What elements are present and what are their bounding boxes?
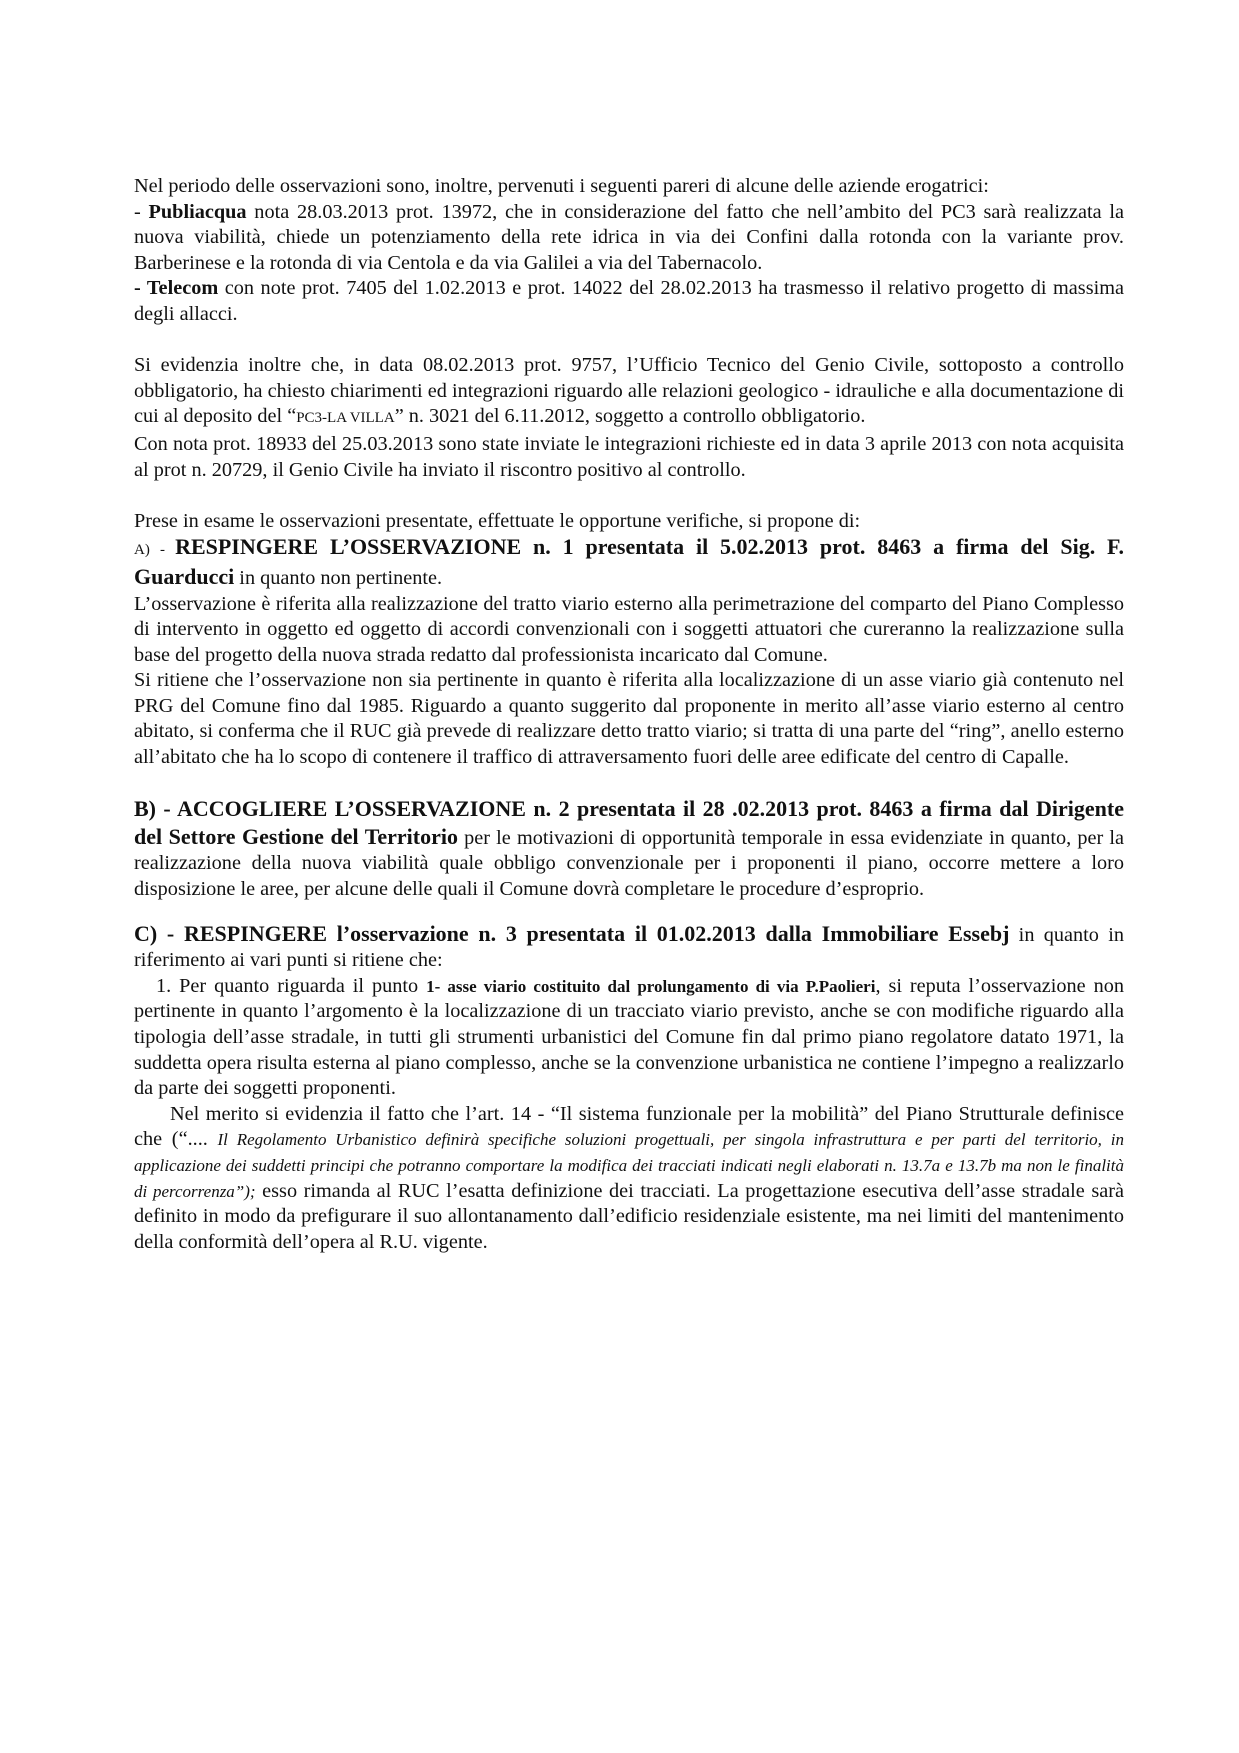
point-1-text: , si reputa l’osservazione non pertinente in quanto l’argomento è la localizzazione di un tracciato viario previsto, anche se con modifiche riguardo alla tipologia dell’asse stradale, in tutti gli strumenti urbanistici del Comune fin dal primo piano regolatore datato 1971, la suddetta opera risulta esterna al piano complesso, anche se la convenzione urbanistica ne contiene l’impegno a realizzarlo da parte dei soggetti proponenti.: [134, 974, 1125, 1100]
section-c-heading-tail: in quanto in riferimento ai vari punti si ritiene che:: [134, 923, 1124, 972]
section-a-paragraph-1: L’osservazione è riferita alla realizzazione del tratto viario esterno alla perimetrazione del comparto del Piano Complesso di intervento in oggetto ed oggetto di accordi convenzionali con i soggetti attuatori che cureranno la realizzazione sulla base del progetto della nuova strada redatto dal professionista incaricato dal Comune.: [134, 592, 1124, 666]
section-c-point-1: [134, 974, 1124, 1102]
spacer: [134, 771, 1124, 797]
section-a-heading: RESPINGERE L’OSSERVAZIONE n. 1 presentata il 5.02.2013 prot. 8463 a firma del Sig. F. Guarducci: [134, 534, 1124, 589]
telecom-text: con note prot. 7405 del 1.02.2013 e prot. 14022 del 28.02.2013 ha trasmesso il relativo progetto di massima degli allacci.: [134, 277, 1124, 325]
section-b: [134, 796, 1124, 902]
section-a-letter: A) -: [134, 542, 176, 559]
section-c-heading-1: C) - RESPINGERE: [134, 920, 327, 946]
merit-text-1: Nel merito si evidenzia il fatto che l’art. 14 - “Il sistema funzionale per la mobilità” del Piano Strutturale definisce che (“....: [134, 1102, 1124, 1151]
section-b-heading: B) - ACCOGLIERE L’OSSERVAZIONE n. 2 presentata il 28 .02.2013 prot. 8463 a firma dal Dirigente del Settore Gestione del Territorio: [134, 796, 1124, 849]
section-c-heading-2: l’osservazione n. 3 presentata il 01.02.2013 dalla Immobiliare Essebj: [327, 920, 1010, 946]
section-a-paragraph-2: Si ritiene che l’osservazione non sia pertinente in quanto è riferita alla localizzazione di un asse viario già contenuto nel PRG del Comune fino dal 1985. Riguardo a quanto suggerito dal proponente in merito all’asse viario esterno al centro abitato, si conferma che il RUC già prevede di realizzare detto tratto viario; si tratta di una parte del “ring”, anello esterno all’abitato che ha lo scopo di contenere il traffico di attraversamento fuori delle aree edificate del centro di Capalle.: [134, 669, 1124, 769]
section-c-merit: [134, 1102, 1124, 1256]
point-1-prefix: 1. Per quanto riguarda il punto: [156, 974, 427, 997]
genio-civile-text-2: ” n. 3021 del 6.11.2012, soggetto a controllo obbligatorio.: [394, 405, 866, 428]
genio-civile-text-3: Con nota prot. 18933 del 25.03.2013 sono state inviate le integrazioni richieste ed in data 3 aprile 2013 con nota acquisita al prot n. 20729, il Genio Civile ha inviato il riscontro positivo al controllo.: [134, 432, 1124, 481]
section-c: [134, 921, 1124, 974]
section-a: [134, 534, 1124, 591]
genio-civile-text: Si evidenzia inoltre che, in data 08.02.2013 prot. 9757, l’Ufficio Tecnico del Genio Civile, sottoposto a controllo obbligatorio, ha chiesto chiarimenti ed integrazioni riguardo alle relazioni geologico - idrauliche e alla documentazione di cui al deposito del “: [134, 354, 1124, 428]
genio-civile-paragraph: [134, 353, 1124, 483]
merit-quote: Il Regolamento Urbanistico definirà specifiche soluzioni progettuali, per singola infrastruttura e per parti del territorio, in applicazione dei suddetti principi che potranno comportare la modifica dei tracciati indicati negli elaborati n. 13.7a e 13.7b ma non le finalità di percorrenza”);: [134, 1130, 1124, 1201]
intro-paragraph: [134, 174, 1124, 328]
spacer: [134, 903, 1124, 921]
publiacqua-text: nota 28.03.2013 prot. 13972, che in considerazione del fatto che nell’ambito del PC3 sarà realizzata la nuova viabilità, chiede un potenziamento della rete idrica in via dei Confini dalla rotonda con la variante prov. Barberinese e la rotonda di via Centola e da via Galilei a via del Tabernacolo.: [134, 200, 1124, 274]
publiacqua-label: Publiacqua: [148, 200, 247, 223]
publiacqua-prefix: -: [134, 200, 149, 223]
section-a-heading-tail: in quanto non pertinente.: [234, 566, 443, 589]
spacer: [134, 483, 1124, 509]
intro-text: Nel periodo delle osservazioni sono, inoltre, pervenuti i seguenti pareri di alcune delle aziende erogatrici:: [134, 175, 989, 197]
point-1-bold: 1- asse viario costituito dal prolungamento di via P.Paolieri: [426, 976, 876, 996]
spacer: [134, 328, 1124, 354]
merit-text-2: esso rimanda al RUC l’esatta definizione dei tracciati. La progettazione esecutiva dell’asse stradale sarà definito in modo da prefigurare il suo allontanamento dall’edificio residenziale esistente, ma nei limiti del mantenimento della conformità dell’opera al R.U. vigente.: [134, 1179, 1124, 1253]
telecom-label: - Telecom: [134, 277, 219, 300]
proposal-intro: Prese in esame le osservazioni presentate, effettuate le opportune verifiche, si propone di:: [134, 509, 861, 532]
deposit-name: PC3-LA VILLA: [296, 410, 395, 427]
document-page: [134, 174, 1124, 1255]
section-b-text: per le motivazioni di opportunità temporale in essa evidenziate in quanto, per la realizzazione della nuova viabilità quale obbligo convenzionale per i proponenti il piano, occorre mettere a loro disposizione le aree, per alcune delle quali il Comune dovrà completare le procedure d’esproprio.: [134, 826, 1124, 901]
